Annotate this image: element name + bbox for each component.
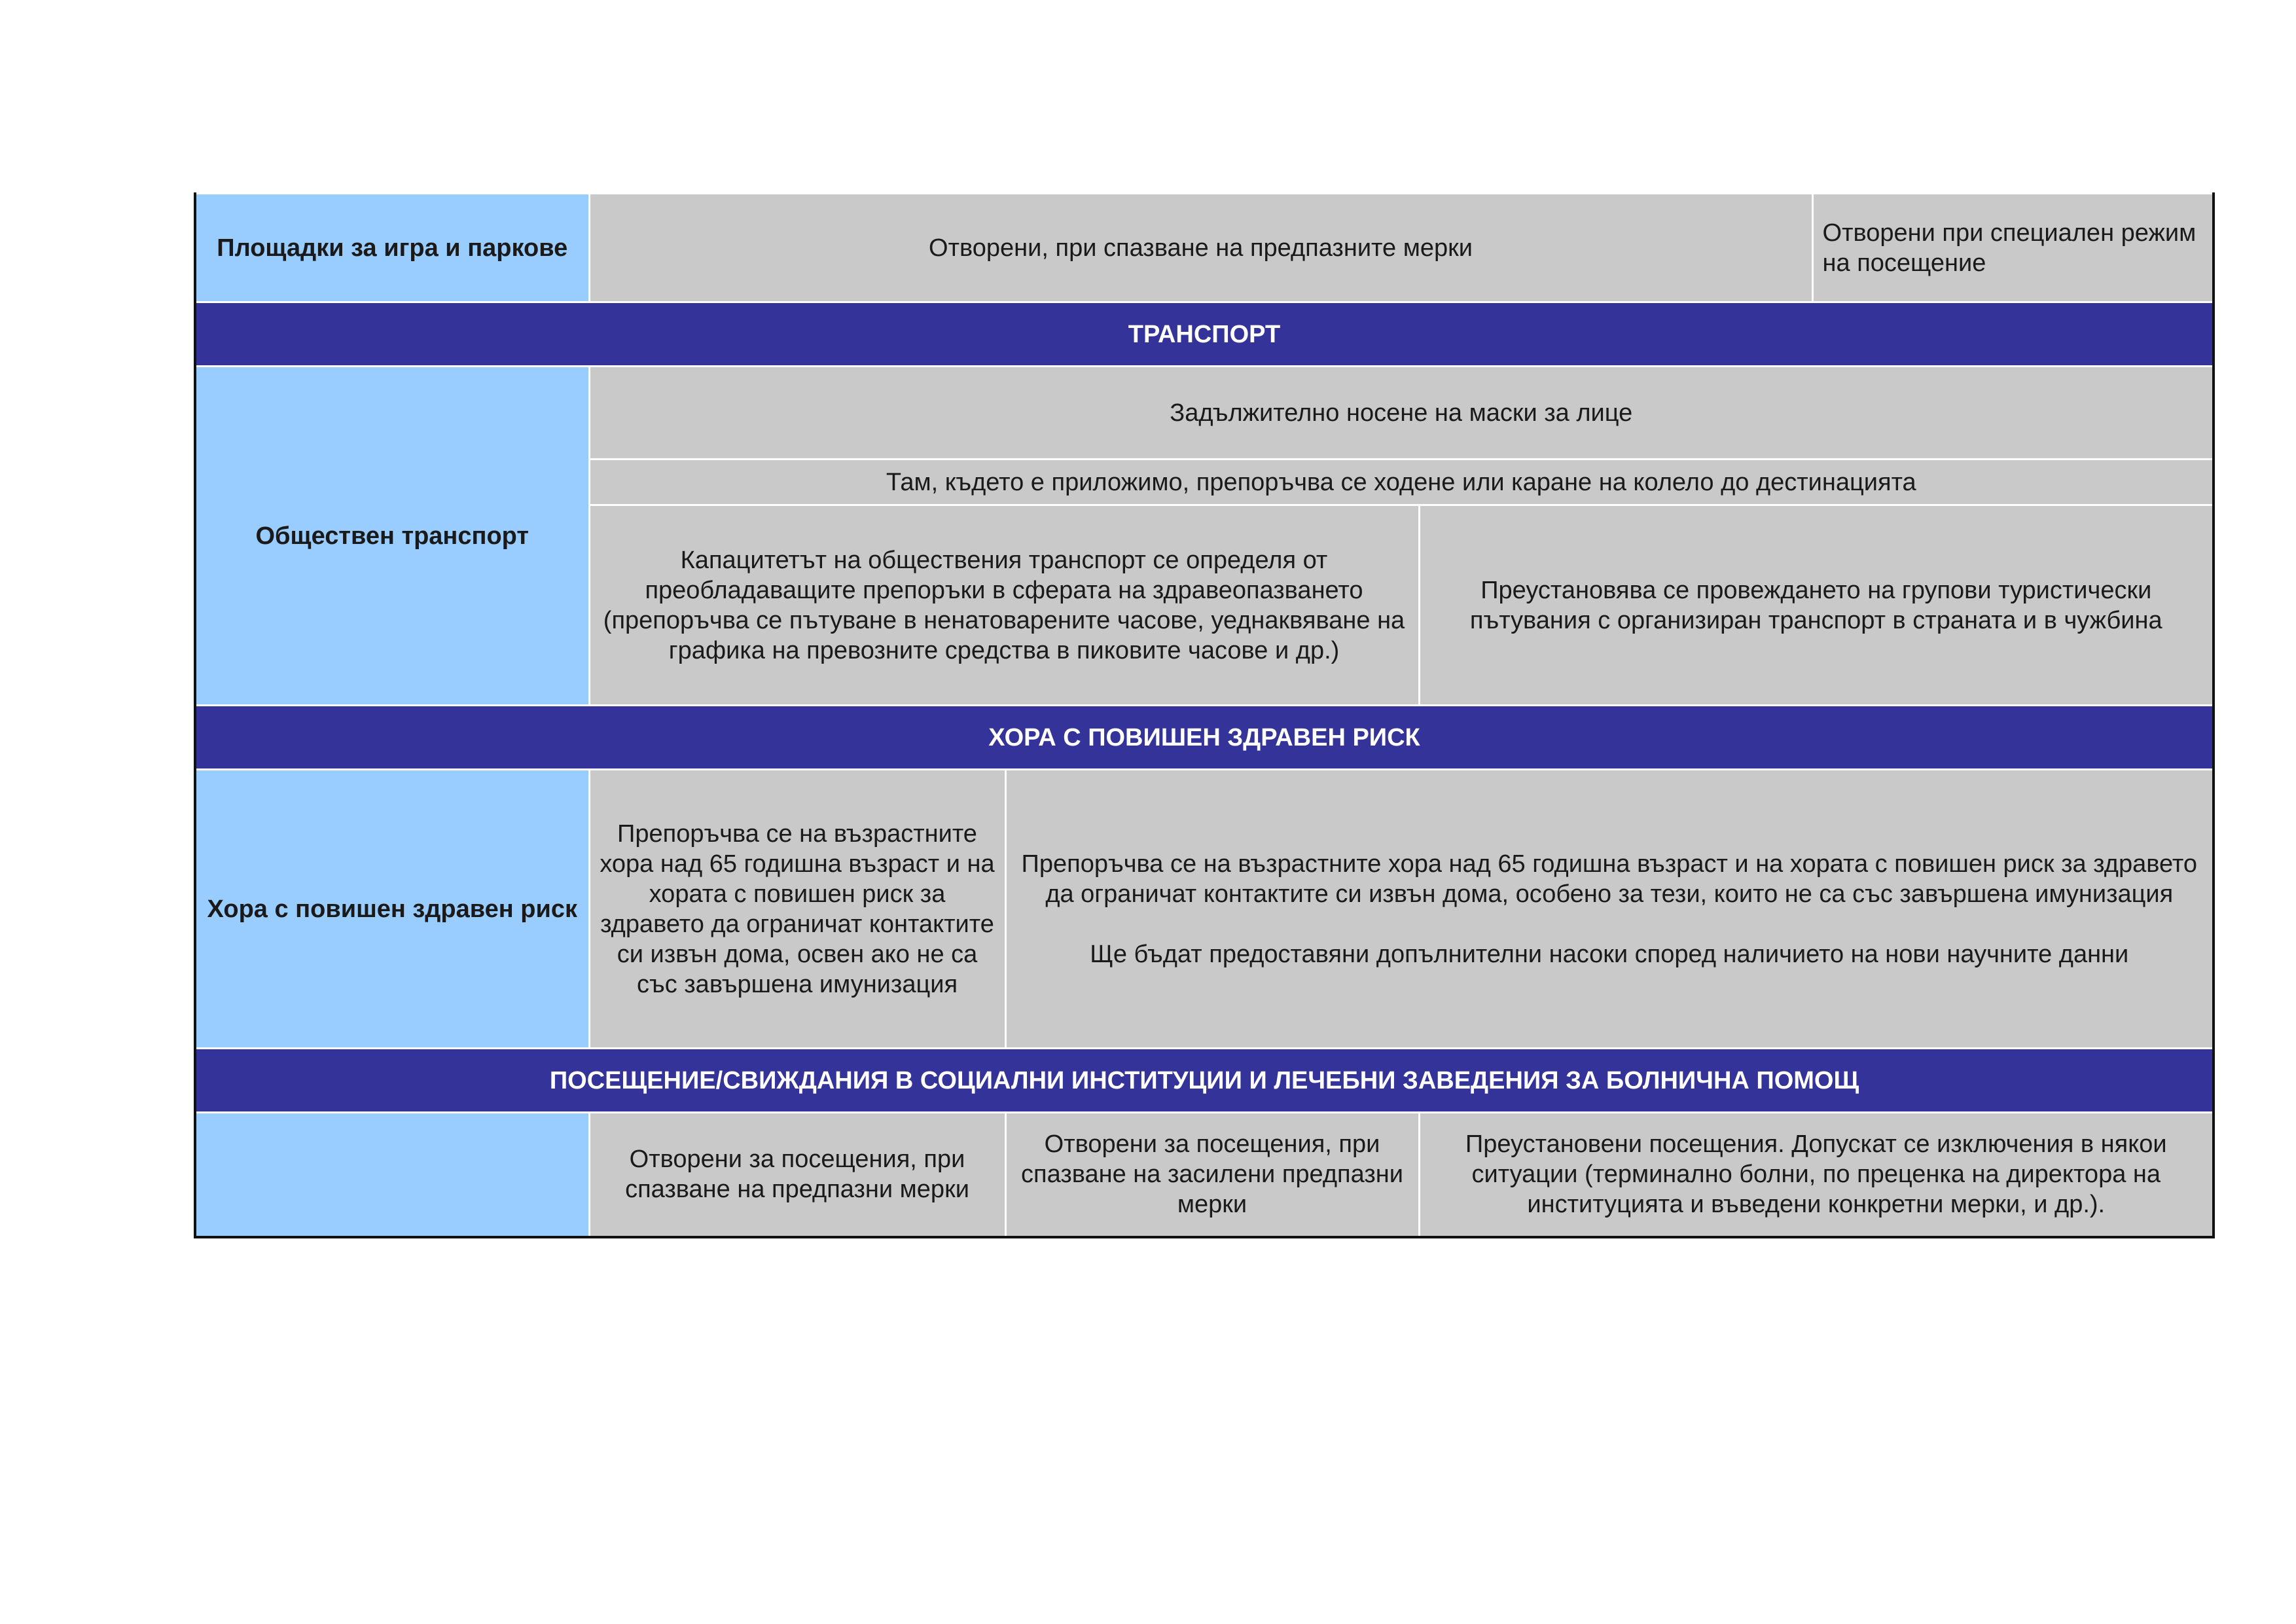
table-row	[195, 194, 2214, 302]
cell-capacity: Капацитетът на обществения транспорт се определя от преобладаващите препоръки в сферата на здравеопазването (препоръчва се пътуване в ненатоварените часове, уеднаквяване на графика на превозните средства в пиковите часове и др.)	[589, 505, 1419, 706]
cell-visits-3: Преустановени посещения. Допускат се изключения в някои ситуации (терминално болни, по преценка на директора на институцията и въведени конкретни мерки, и др.).	[1419, 1113, 2214, 1237]
table-row	[195, 367, 2214, 460]
cell-tourist-trips: Преустановява се провеждането на групови туристически пътувания с организиран транспорт в страната и в чужбина	[1419, 505, 2214, 706]
section-header-transport: ТРАНСПОРТ	[195, 302, 2214, 367]
category-playgrounds: Площадки за игра и паркове	[195, 194, 589, 302]
cell-visits-1: Отворени за посещения, при спазване на предпазни мерки	[589, 1113, 1005, 1237]
section-header-visits: ПОСЕЩЕНИЕ/СВИЖДАНИЯ В СОЦИАЛНИ ИНСТИТУЦИИ И ЛЕЧЕБНИ ЗАВЕДЕНИЯ ЗА БОЛНИЧНА ПОМОЩ	[195, 1049, 2214, 1113]
high-risk-guidance-note: Ще бъдат предоставяни допълнителни насоки според наличието на нови научните данни	[1090, 940, 2129, 968]
table-row	[195, 1049, 2214, 1113]
measures-table	[194, 192, 2215, 1238]
cell-visits-2: Отворени за посещения, при спазване на засилени предпазни мерки	[1005, 1113, 1419, 1237]
category-visits	[195, 1113, 589, 1237]
table-row	[195, 706, 2214, 770]
table-row	[195, 302, 2214, 367]
section-header-high-risk: ХОРА С ПОВИШЕН ЗДРАВЕН РИСК	[195, 706, 2214, 770]
cell-masks: Задължително носене на маски за лице	[589, 367, 2214, 460]
cell-high-risk-left: Препоръчва се на възрастните хора над 65 годишна възраст и на хората с повишен риск за здравето да ограничат контактите си извън дома, освен ако не са със завършена имунизация	[589, 770, 1005, 1049]
category-high-risk: Хора с повишен здравен риск	[195, 770, 589, 1049]
high-risk-recommendation: Препоръчва се на възрастните хора над 65 годишна възраст и на хората с повишен риск за здравето да ограничат контактите си извън дома, особено за тези, които не са със завършена имунизация	[1021, 850, 2197, 908]
category-public-transport: Обществен транспорт	[195, 367, 589, 706]
table-row	[195, 770, 2214, 1049]
cell-high-risk-right	[1005, 770, 2214, 1049]
table-row	[195, 1113, 2214, 1237]
cell-playgrounds-open: Отворени, при спазване на предпазните мерки	[589, 194, 1812, 302]
cell-playgrounds-special: Отворени при специален режим на посещение	[1812, 194, 2214, 302]
cell-walking: Там, където е приложимо, препоръчва се ходене или каране на колело до дестинацията	[589, 460, 2214, 505]
